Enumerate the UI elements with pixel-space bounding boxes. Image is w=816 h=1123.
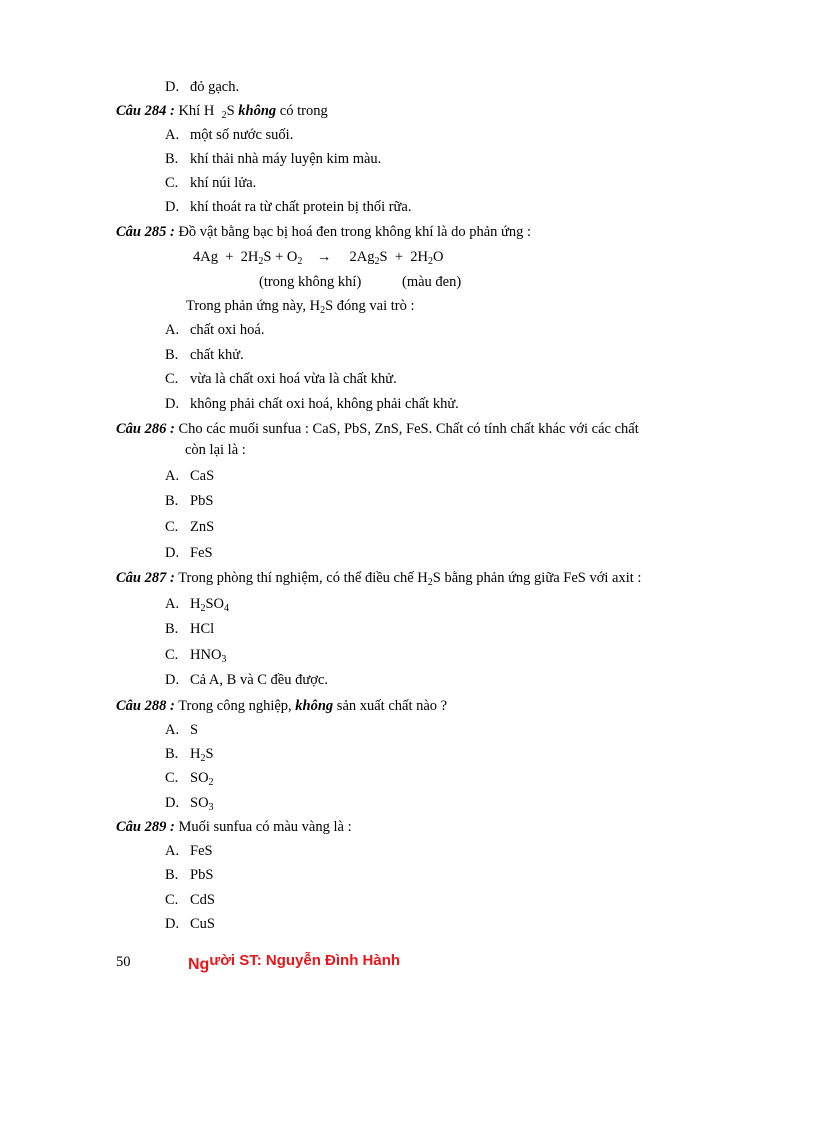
option-a (165, 595, 229, 613)
option-letter: C. (165, 647, 179, 663)
option-letter: B. (165, 151, 179, 167)
option-c (165, 769, 214, 787)
option-text: chất oxi hoá. (190, 322, 265, 338)
option-letter: A. (165, 468, 180, 484)
option-d (165, 794, 214, 812)
plus-sign: + (225, 249, 234, 265)
option-a (165, 467, 214, 485)
option-c (165, 174, 256, 192)
question-label: Câu 284 : (116, 103, 175, 119)
product-h2o: $2H_2O$ (410, 249, 444, 267)
option-letter: D. (165, 199, 180, 215)
question-label: Câu 289 : (116, 819, 175, 835)
option-letter: D. (165, 545, 180, 561)
emphasis: không (295, 698, 334, 714)
author-credit-rest: ười ST: Nguyễn Đình Hành (209, 952, 401, 969)
question-text-pre: Khí H (178, 103, 215, 119)
product-ag2s: $2Ag_2S$ (349, 249, 388, 267)
option-d (165, 198, 411, 216)
option-text: khí thoát ra từ chất protein bị thối rữa. (190, 199, 412, 215)
option-letter: D. (165, 672, 180, 688)
question-text-post2: có trong (276, 103, 328, 119)
option-letter: A. (165, 322, 180, 338)
option-b (165, 620, 214, 638)
option-text: một số nước suối. (190, 127, 294, 143)
option-letter: A. (165, 127, 180, 143)
page-number: 50 (116, 954, 131, 970)
option-letter: A. (165, 722, 180, 738)
option-letter: C. (165, 770, 179, 786)
plus-sign: + (394, 249, 404, 265)
role-question: Trong phản ứng này, $H_2S$ đóng vai trò : (186, 298, 415, 316)
option-text: $HNO_3$ (190, 647, 227, 665)
option-text: đỏ gạch. (190, 79, 240, 95)
note-color: (màu đen) (402, 274, 462, 290)
option-d (165, 915, 215, 933)
question-285 (116, 223, 531, 241)
option-text: FeS (190, 545, 213, 561)
option-text: HCl (190, 621, 215, 637)
option-letter: B. (165, 493, 179, 509)
option-d (165, 671, 328, 689)
option-c (165, 646, 226, 664)
option-a (165, 321, 265, 339)
option-text: khí thải nhà máy luyện kim màu. (190, 151, 382, 167)
question-289 (116, 818, 352, 836)
plus-sign: + (275, 249, 284, 265)
option-text: Cả A, B và C đều được. (190, 672, 328, 688)
option-letter: C. (165, 519, 179, 535)
option-letter: B. (165, 746, 179, 762)
subscript: 2 (221, 110, 227, 121)
option-letter: C. (165, 892, 179, 908)
reaction-equation (193, 248, 444, 266)
option-c (165, 370, 397, 388)
option-letter: B. (165, 867, 179, 883)
option-text: khí núi lửa. (190, 175, 257, 191)
option-letter: A. (165, 596, 180, 612)
option-b (165, 745, 214, 763)
question-label: Câu 286 : (116, 421, 175, 437)
question-286 (116, 420, 639, 438)
question-label: Câu 285 : (116, 224, 175, 240)
option-text: $H_2SO_4$ (190, 596, 230, 614)
option-c (165, 518, 214, 536)
question-284 (116, 102, 328, 120)
option-letter: B. (165, 621, 179, 637)
option-text: $H_2S$ (190, 746, 214, 764)
option-text: FeS (190, 843, 213, 859)
option-a (165, 721, 198, 739)
question-text-cont: còn lại là : (185, 442, 246, 458)
option-text: $SO_2$ (190, 770, 214, 788)
question-text-post1: S (226, 103, 239, 119)
option-d-prev (165, 78, 239, 96)
question-288: Câu 288 : Trong công nghiệp, không sản xuất chất nào ? (116, 698, 448, 714)
option-letter: D. (165, 916, 180, 932)
option-text: CaS (190, 468, 215, 484)
option-text: PbS (190, 867, 214, 883)
option-letter: D. (165, 396, 180, 412)
option-b (165, 150, 381, 168)
question-text: Cho các muối sunfua : CaS, PbS, ZnS, FeS. Chất có tính chất khác với các chất (174, 421, 639, 437)
reactant-ag: 4Ag (193, 249, 218, 265)
option-a (165, 126, 293, 144)
question-label: Câu 287 : (116, 570, 175, 586)
option-c (165, 891, 215, 909)
option-d (165, 395, 459, 413)
option-text: ZnS (190, 519, 215, 535)
option-b (165, 492, 213, 510)
option-letter: C. (165, 175, 179, 191)
option-letter: C. (165, 371, 179, 387)
option-d (165, 544, 213, 562)
option-letter: D. (165, 795, 180, 811)
emphasis: không (238, 103, 277, 119)
author-credit (188, 952, 401, 973)
option-letter: B. (165, 347, 179, 363)
question-text: Đồ vật bằng bạc bị hoá đen trong không khí là do phản ứng : (178, 224, 532, 240)
author-credit-first: Ng (188, 956, 210, 973)
option-letter: D. (165, 79, 180, 95)
option-a (165, 842, 213, 860)
option-text: CdS (190, 892, 215, 908)
option-text: CuS (190, 916, 215, 932)
question-label: Câu 288 : (116, 698, 175, 714)
option-text: chất khử. (190, 347, 244, 363)
option-text: PbS (190, 493, 214, 509)
reaction-arrow: → (316, 249, 332, 265)
reactant-o2: $O_2$ (286, 249, 303, 267)
reactant-h2s: $2H_2S$ (240, 249, 272, 267)
option-text: không phải chất oxi hoá, không phải chất khử. (190, 396, 459, 412)
option-text: S (190, 722, 199, 738)
option-text: vừa là chất oxi hoá vừa là chất khử. (190, 371, 397, 387)
question-287: Câu 287 : Trong phòng thí nghiệm, có thể điều chế $H_2S$ bằng phản ứng giữa FeS với axit : (116, 570, 642, 588)
option-text: $SO_3$ (190, 795, 214, 813)
question-text: Muối sunfua có màu vàng là : (178, 819, 352, 835)
option-b (165, 346, 244, 364)
option-letter: A. (165, 843, 180, 859)
note-air: (trong không khí) (259, 274, 362, 290)
option-b (165, 866, 213, 884)
